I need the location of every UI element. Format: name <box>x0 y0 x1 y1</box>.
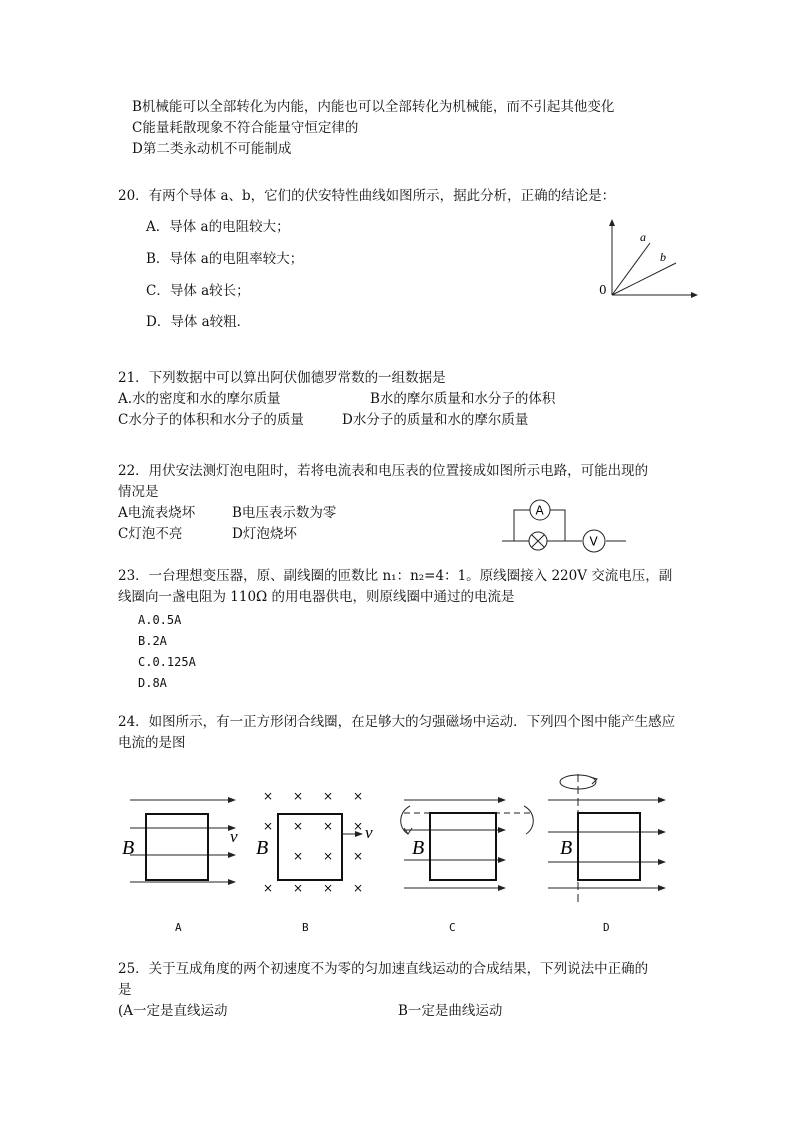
cross-mark: × <box>323 881 334 895</box>
q21-option-a: A.水的密度和水的摩尔质量 <box>118 391 281 407</box>
q19-option-b: B机械能可以全部转化为内能，内能也可以全部转化为机械能，而不引起其他变化 <box>132 99 615 115</box>
q24-stem-line2: 电流的是图 <box>118 735 186 751</box>
q23-stem-line2: 线圈向一盏电阻为 110Ω 的用电器供电，则原线圈中通过的电流是 <box>118 589 515 605</box>
figure-c-caption: C <box>449 921 456 934</box>
circuit-diagram <box>498 495 630 555</box>
q22-option-c: C灯泡不亮 <box>118 526 183 542</box>
q24-stem-line1: 24．如图所示，有一正方形闭合线圈，在足够大的匀强磁场中运动．下列四个图中能产生感应 <box>118 714 676 730</box>
figure-d <box>548 774 665 905</box>
cross-mark: × <box>353 849 364 863</box>
iv-graph <box>590 215 700 300</box>
cross-mark: × <box>263 881 274 895</box>
q25-option-b: B一定是曲线运动 <box>398 1003 503 1019</box>
figure-b <box>256 789 373 895</box>
line-a <box>612 243 650 295</box>
figure-d-caption: D <box>603 921 610 934</box>
q20-option-a: A．导体 a的电阻较大； <box>146 219 290 235</box>
q23-option-a: A.0.5A <box>138 613 182 627</box>
q21-stem: 21．下列数据中可以算出阿伏伽德罗常数的一组数据是 <box>118 370 446 386</box>
ammeter-label: A <box>535 503 544 518</box>
q23-stem-line1: 23．一台理想变压器，原、副线圈的匝数比 n₁：n₂=4：1。原线圈接入 220V 交流电压，副 <box>118 568 673 584</box>
cross-mark: × <box>293 849 304 863</box>
velocity-label-a: v <box>230 827 238 846</box>
q25-stem-line2: 是 <box>118 982 132 998</box>
q25-option-a: (A一定是直线运动 <box>118 1003 228 1019</box>
q20-stem: 20．有两个导体 a、b，它们的伏安特性曲线如图所示，据此分析，正确的结论是： <box>118 188 616 204</box>
cross-mark: × <box>263 819 274 833</box>
cross-mark: × <box>353 881 364 895</box>
field-label-b: B <box>256 837 269 859</box>
field-label-d: B <box>560 837 573 859</box>
lamp <box>529 532 547 550</box>
q22-stem-line1: 22．用伏安法测灯泡电阻时，若将电流表和电压表的位置接成如图所示电路，可能出现的 <box>118 463 649 479</box>
q22-option-a: A电流表烧坏 <box>118 505 196 521</box>
cross-mark: × <box>293 789 304 803</box>
field-label-a: B <box>122 837 135 859</box>
induction-figures <box>0 770 794 910</box>
cross-mark: × <box>353 789 364 803</box>
ammeter <box>530 500 550 520</box>
cross-mark: × <box>323 819 334 833</box>
figure-a-caption: A <box>175 921 182 934</box>
q22-stem-line2: 情况是 <box>118 484 159 500</box>
q19-option-c: C能量耗散现象不符合能量守恒定律的 <box>132 120 359 136</box>
y-axis-arrow <box>609 219 615 226</box>
cross-mark: × <box>353 819 364 833</box>
line-b-label: b <box>660 250 666 264</box>
q23-option-d: D.8A <box>138 676 167 690</box>
cross-mark: × <box>323 849 334 863</box>
figure-c <box>401 800 534 888</box>
q23-option-c: C.0.125A <box>138 655 196 669</box>
line-b <box>612 263 676 295</box>
figure-a <box>122 800 238 882</box>
q21-option-d: D水分子的质量和水的摩尔质量 <box>342 412 529 428</box>
figure-b-caption: B <box>302 921 309 934</box>
cross-mark: × <box>323 789 334 803</box>
origin-label: 0 <box>599 283 607 297</box>
q19-option-d: D第二类永动机不可能制成 <box>132 141 292 157</box>
q20-option-b: B．导体 a的电阻率较大； <box>146 251 304 267</box>
voltmeter <box>583 530 605 552</box>
line-a-label: a <box>640 230 646 244</box>
q23-option-b: B.2A <box>138 634 167 648</box>
q25-stem-line1: 25．关于互成角度的两个初速度不为零的匀加速直线运动的合成结果，下列说法中正确的 <box>118 961 649 977</box>
cross-mark: × <box>293 881 304 895</box>
x-axis-arrow <box>691 292 698 298</box>
q22-option-b: B电压表示数为零 <box>232 505 337 521</box>
field-label-c: B <box>412 837 425 859</box>
voltmeter-label: V <box>589 534 598 549</box>
q21-option-c: C水分子的体积和水分子的质量 <box>118 412 304 428</box>
q20-option-d: D．导体 a较粗． <box>146 314 251 330</box>
cross-mark: × <box>263 789 274 803</box>
cross-mark: × <box>293 819 304 833</box>
q22-option-d: D灯泡烧坏 <box>232 526 297 542</box>
q20-option-c: C．导体 a较长； <box>146 283 250 299</box>
velocity-label-b: v <box>365 823 373 842</box>
q21-option-b: B水的摩尔质量和水分子的体积 <box>370 391 556 407</box>
